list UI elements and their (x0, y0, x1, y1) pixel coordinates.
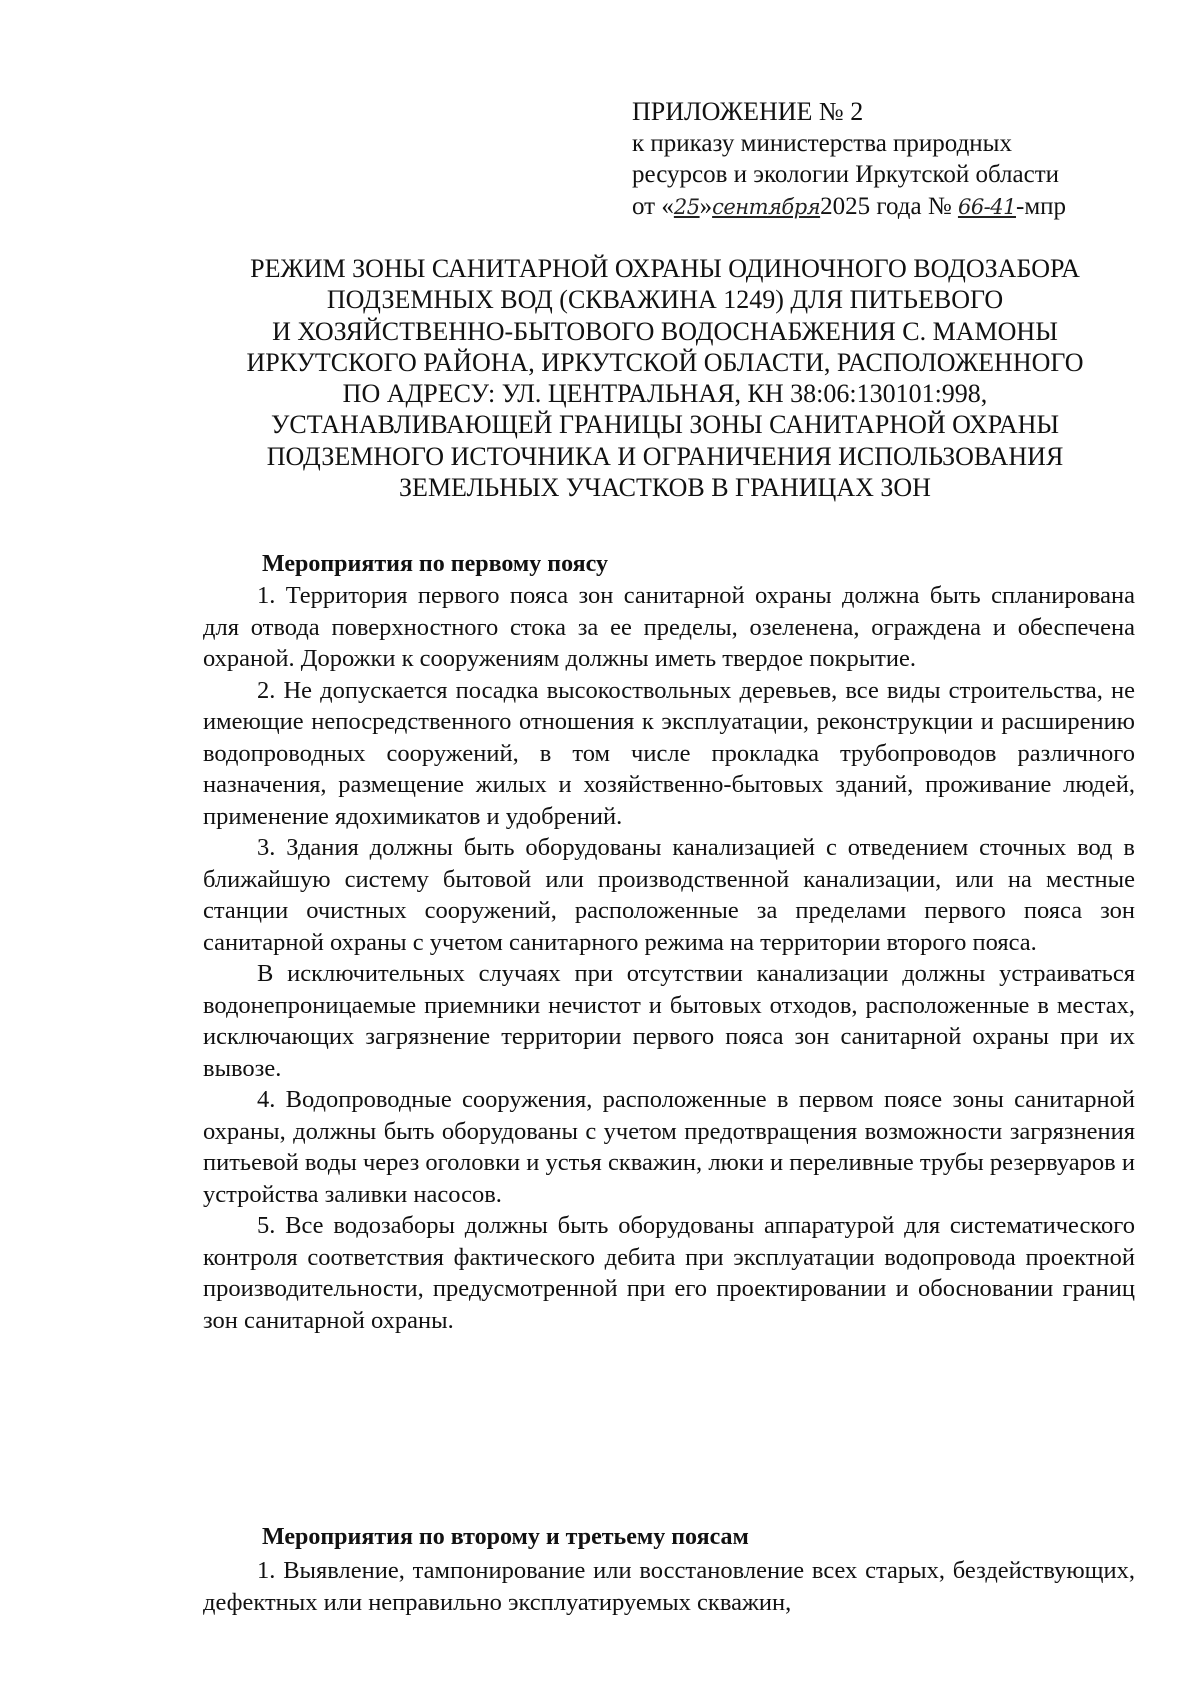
paragraph: 2. Не допускается посадка высокоствольных деревьев, все виды строительства, не имеющие непосредственного отношения к эксплуатации, реконструкции и расширению водопроводных сооружений, в том числе прокладка трубопроводов различного назначения, размещение жилых и хозяйственно-бытовых зданий, проживание людей, применение ядохимикатов и удобрений. (203, 676, 1135, 830)
handwritten-order-number: 66-41 (957, 194, 1016, 219)
title-line: И ХОЗЯЙСТВЕННО-БЫТОВОГО ВОДОСНАБЖЕНИЯ С. МАМОНЫ (272, 316, 1058, 346)
paragraph: 1. Территория первого пояса зон санитарной охраны должна быть спланирована для отвода поверхностного стока за ее пределы, озеленена, ограждена и обеспечена охраной. Дорожки к сооружениям должны иметь твердое покрытие. (203, 582, 1135, 672)
handwritten-day: 25 (673, 194, 700, 219)
section-1-heading: Мероприятия по первому поясу (262, 551, 608, 577)
title-line: ПОДЗЕМНОГО ИСТОЧНИКА И ОГРАНИЧЕНИЯ ИСПОЛЬЗОВАНИЯ (266, 441, 1064, 471)
paragraph: 3. Здания должны быть оборудованы канализацией с отведением сточных вод в ближайшую систему бытовой или производственной канализации, или на местные станции очистных сооружений, расположенные за пределами первого пояса зон санитарной охраны с учетом санитарного режима на территории второго пояса. (203, 834, 1135, 956)
annex-line-1: к приказу министерства природных (632, 129, 1012, 157)
annex-line-2: ресурсов и экологии Иркутской области (632, 161, 1060, 188)
paragraph: 1. Выявление, тампонирование или восстановление всех старых, бездействующих, дефектных или неправильно эксплуатируемых скважин, (203, 1557, 1135, 1616)
title-line: ИРКУТСКОГО РАЙОНА, ИРКУТСКОЙ ОБЛАСТИ, РАСПОЛОЖЕННОГО (246, 347, 1084, 377)
paragraph: 4. Водопроводные сооружения, расположенные в первом поясе зоны санитарной охраны, должны быть оборудованы с учетом предотвращения возможности загрязнения питьевой воды через оголовки и устья скважин, люки и переливные трубы резервуаров и устройства заливки насосов. (203, 1086, 1135, 1208)
date-month-separator: » (699, 192, 713, 220)
section-2-body (203, 1555, 1135, 1618)
date-prefix: от « (632, 192, 674, 220)
document-title (190, 253, 1140, 503)
section-1-body (203, 580, 1135, 1336)
title-line: ЗЕМЕЛЬНЫХ УЧАСТКОВ В ГРАНИЦАХ ЗОН (399, 473, 931, 503)
title-line: ПО АДРЕСУ: УЛ. ЦЕНТРАЛЬНАЯ, КН 38:06:130101:998, (342, 379, 988, 409)
section-2-heading: Мероприятия по второму и третьему поясам (262, 1524, 749, 1550)
paragraph: 5. Все водозаборы должны быть оборудованы аппаратурой для систематического контроля соответствия фактического дебита при эксплуатации водопровода проектной производительности, предусмотренной при его проектировании и обосновании границ зон санитарной охраны. (203, 1212, 1135, 1334)
annex-title: ПРИЛОЖЕНИЕ № 2 (632, 97, 864, 126)
title-line: РЕЖИМ ЗОНЫ САНИТАРНОЙ ОХРАНЫ ОДИНОЧНОГО ВОДОЗАБОРА (250, 254, 1080, 283)
handwritten-month: сентября (712, 194, 821, 219)
order-suffix: -мпр (1016, 192, 1067, 220)
paragraph: В исключительных случаях при отсутствии канализации должны устраиваться водонепроницаемые приемники нечистот и бытовых отходов, расположенные в местах, исключающих загрязнение территории первого пояса зон санитарной охраны при их вывозе. (203, 960, 1135, 1082)
annex-date-line (632, 191, 1152, 224)
title-line: УСТАНАВЛИВАЮЩЕЙ ГРАНИЦЫ ЗОНЫ САНИТАРНОЙ ОХРАНЫ (270, 410, 1060, 440)
title-line: ПОДЗЕМНЫХ ВОД (СКВАЖИНА 1249) ДЛЯ ПИТЬЕВОГО (326, 285, 1004, 315)
annex-block (632, 96, 1152, 223)
date-year: 2025 года № (820, 192, 952, 220)
